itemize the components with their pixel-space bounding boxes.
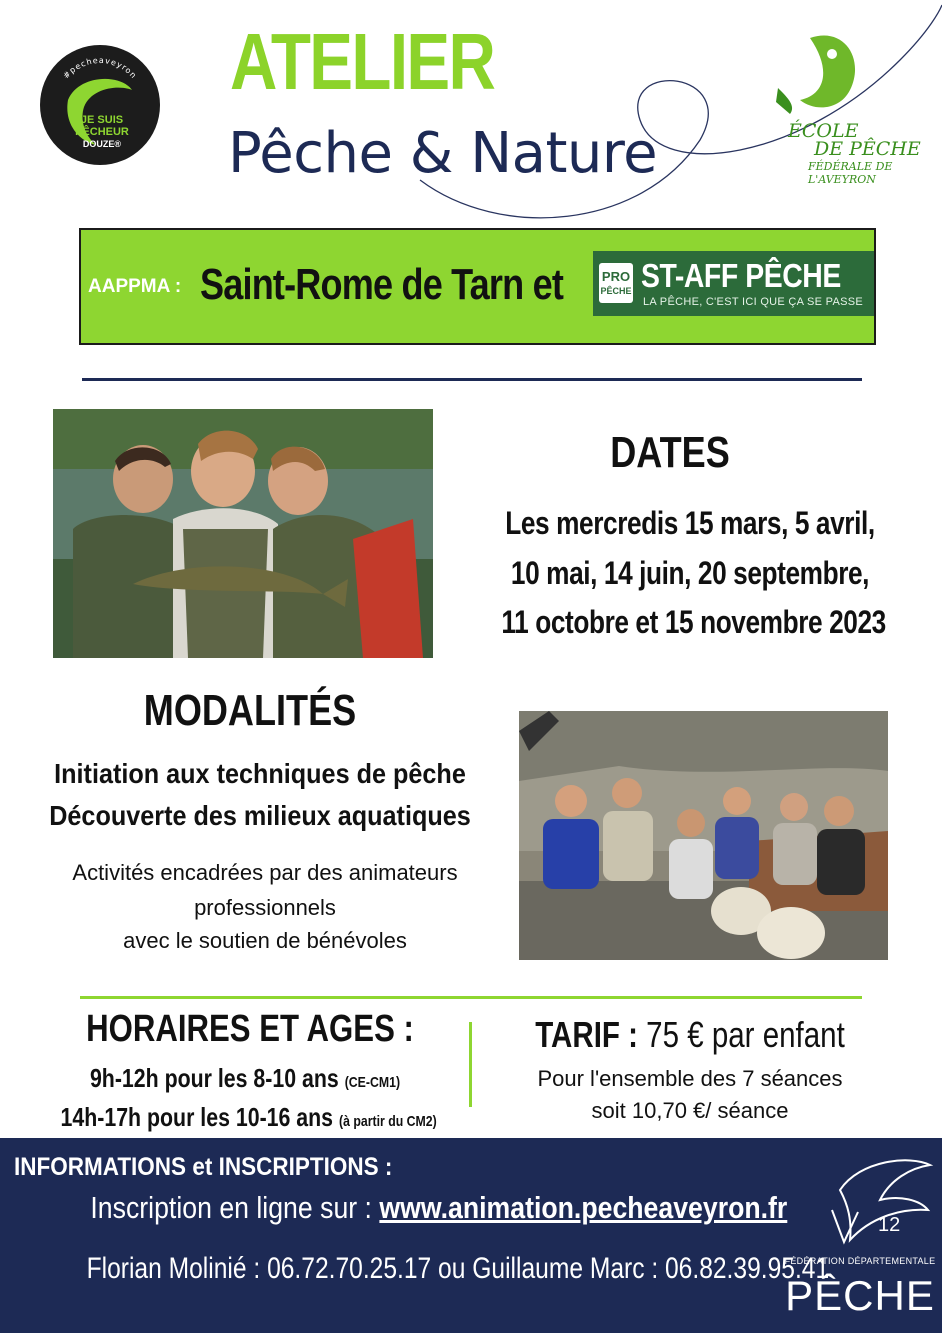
modalite-item-2: Découverte des milieux aquatiques bbox=[49, 800, 471, 831]
divider-green bbox=[80, 996, 862, 999]
federation-small-label: FÉDÉRATION DÉPARTEMENTALE bbox=[784, 1256, 936, 1266]
divider-vertical-green bbox=[469, 1022, 472, 1107]
date-line-3: 11 octobre et 15 novembre 2023 bbox=[501, 604, 886, 640]
horaire-note-1: (CE-CM1) bbox=[344, 1074, 401, 1091]
horaires-title: HORAIRES ET AGES : bbox=[86, 1008, 414, 1050]
badge-line2: PÊCHEUR bbox=[75, 126, 129, 138]
horaire-line-1 bbox=[61, 1063, 430, 1094]
ecole-line3: FÉDÉRALE DE L'AVEYRON bbox=[808, 160, 893, 187]
dates-title: DATES bbox=[610, 428, 730, 477]
aappma-label: AAPPMA : bbox=[88, 276, 182, 297]
inscription-prefix: Inscription en ligne sur : bbox=[90, 1190, 372, 1225]
federation-name: PÊCHE bbox=[785, 1272, 935, 1319]
badge-line1: JE SUIS bbox=[80, 114, 124, 126]
website-link[interactable]: www.animation.pecheaveyron.fr bbox=[379, 1190, 788, 1225]
modalite-item-1: Initiation aux techniques de pêche bbox=[54, 758, 466, 789]
date-line-1: Les mercredis 15 mars, 5 avril, bbox=[505, 505, 875, 541]
page-title: ATELIER bbox=[230, 17, 495, 106]
horaire-main-2: 14h-17h pour les 10-16 ans bbox=[60, 1102, 334, 1132]
activities-line-1: Activités encadrées par des animateurs bbox=[72, 860, 458, 885]
activities-line-3: avec le soutien de bénévoles bbox=[123, 928, 407, 953]
divider-navy bbox=[82, 378, 862, 381]
tarif-heading bbox=[518, 1014, 862, 1056]
pro-badge-top: PRO bbox=[601, 269, 631, 284]
tarif-value: 75 € par enfant bbox=[646, 1014, 845, 1055]
ecole-line2: DE PÊCHE bbox=[814, 138, 921, 160]
tarif-line-2: soit 10,70 €/ séance bbox=[591, 1098, 789, 1123]
footer-title: INFORMATIONS et INSCRIPTIONS : bbox=[14, 1153, 393, 1181]
tarif-label: TARIF : bbox=[535, 1014, 638, 1055]
photo-boys-with-fish bbox=[53, 409, 433, 658]
horaire-line-2 bbox=[60, 1102, 437, 1133]
photo-kids-with-buckets bbox=[519, 711, 888, 960]
pro-badge-bottom: PÊCHE bbox=[600, 286, 632, 296]
horaire-note-2: (à partir du CM2) bbox=[338, 1113, 437, 1130]
badge-hashtag: #pecheaveyron bbox=[61, 55, 139, 81]
badge-line3: DOUZE® bbox=[82, 139, 122, 149]
pro-peche-icon bbox=[599, 263, 633, 303]
st-aff-peche-logo bbox=[593, 251, 874, 316]
horaire-main-1: 9h-12h pour les 8-10 ans bbox=[89, 1063, 339, 1093]
je-suis-pecheur-badge bbox=[40, 45, 160, 165]
date-line-2: 10 mai, 14 juin, 20 septembre, bbox=[510, 555, 870, 591]
federation-logo bbox=[780, 1150, 940, 1330]
contacts-line: Florian Molinié : 06.72.70.25.17 ou Guillaume Marc : 06.82.39.95.41 bbox=[86, 1252, 830, 1285]
inscription-line bbox=[90, 1190, 788, 1226]
page-subtitle: Pêche & Nature bbox=[228, 121, 658, 186]
activities-line-2: professionnels bbox=[194, 895, 336, 920]
ecole-line1: ÉCOLE bbox=[788, 120, 859, 142]
fish-leaf-icon bbox=[800, 36, 855, 108]
federation-number: 12 bbox=[878, 1214, 901, 1236]
tarif-line-1: Pour l'ensemble des 7 séances bbox=[537, 1066, 843, 1091]
partner-tagline: LA PÊCHE, C'EST ICI QUE ÇA SE PASSE bbox=[643, 296, 864, 308]
modalites-title: MODALITÉS bbox=[143, 686, 357, 735]
club-name: Saint-Rome de Tarn et bbox=[200, 260, 564, 309]
partner-name: ST-AFF PÊCHE bbox=[641, 257, 841, 294]
ecole-de-peche-logo bbox=[770, 30, 920, 190]
svg-text:#pecheaveyron bbox=[62, 56, 139, 81]
